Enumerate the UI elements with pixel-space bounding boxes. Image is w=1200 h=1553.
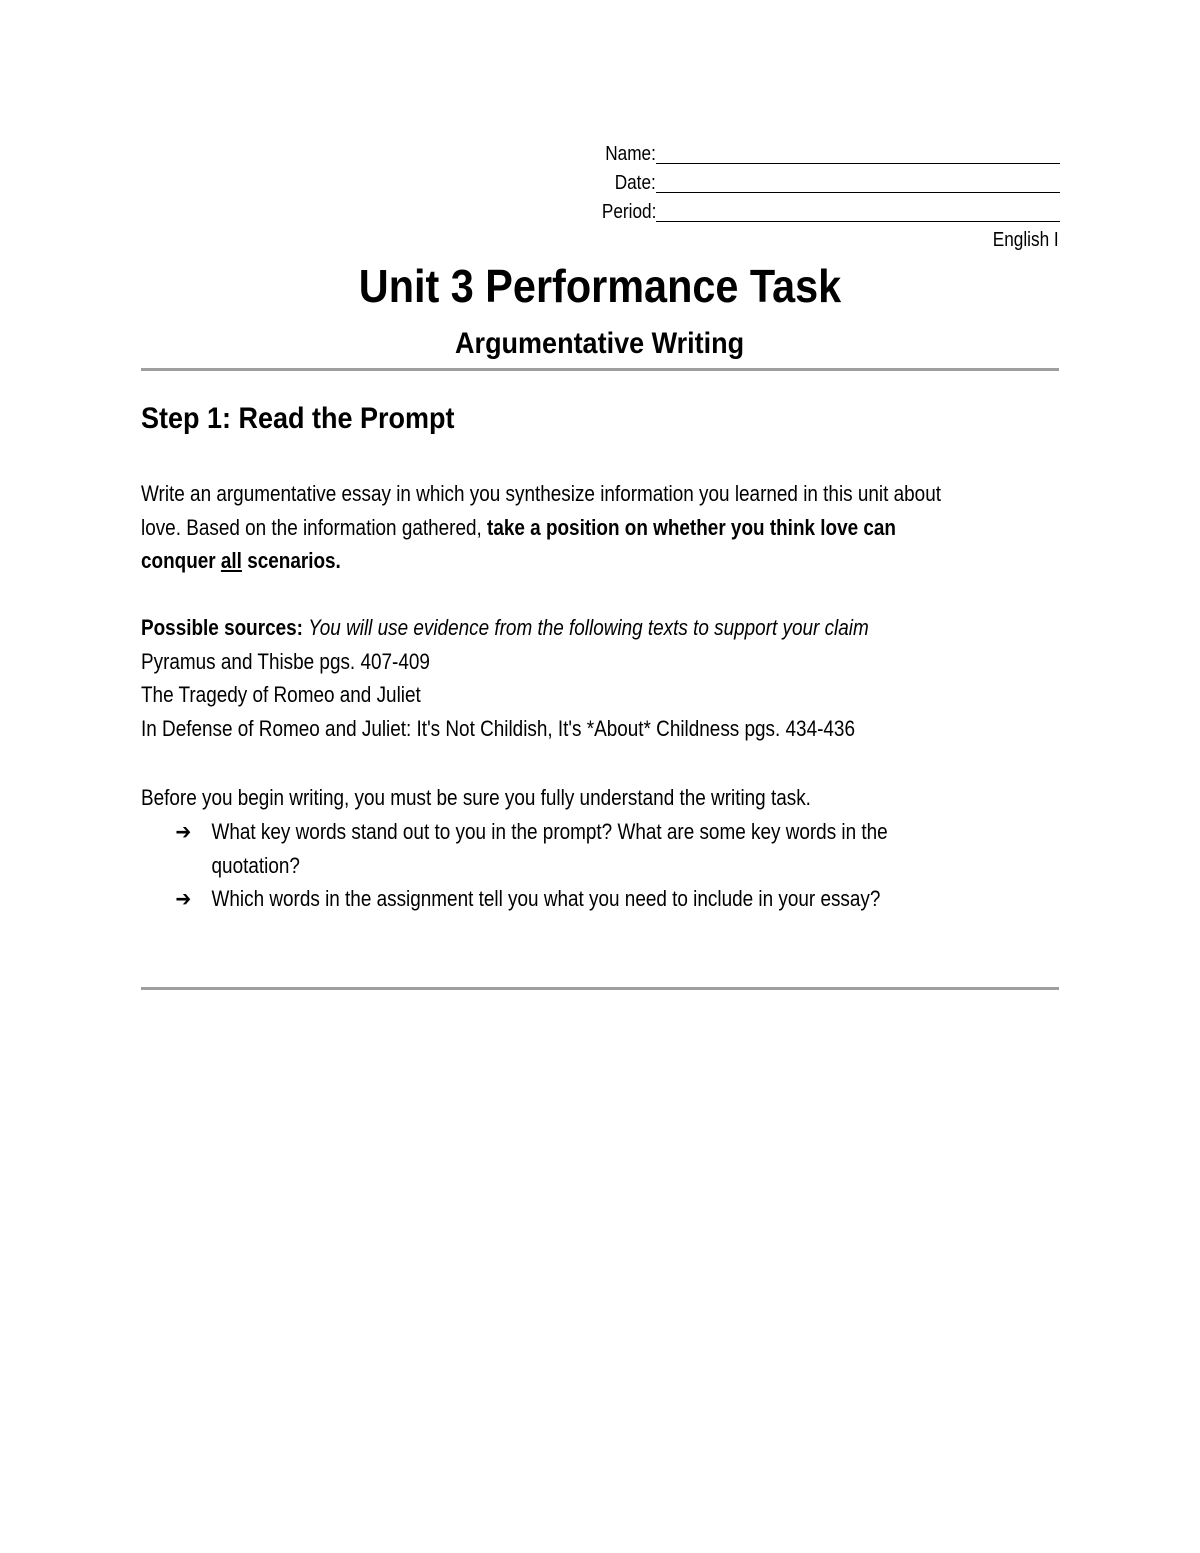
before-writing-text: Before you begin writing, you must be sure you fully understand the writing task. bbox=[141, 785, 811, 810]
prompt-paragraph bbox=[141, 477, 1001, 578]
prompt-line-2-plain: love. Based on the information gathered, bbox=[141, 514, 488, 540]
sources-block bbox=[141, 611, 1001, 745]
name-line[interactable] bbox=[656, 163, 1060, 164]
arrow-bullet-icon: ➔ bbox=[175, 819, 192, 844]
prompt-line-1: Write an argumentative essay in which you synthesize information you learned in this unit about bbox=[141, 481, 941, 506]
page-subtitle bbox=[0, 326, 1200, 362]
period-line[interactable] bbox=[656, 221, 1060, 222]
question-line: Which words in the assignment tell you what you need to include in your essay? bbox=[211, 886, 881, 911]
sources-label: Possible sources: bbox=[141, 615, 309, 640]
course-label: English I bbox=[993, 229, 1059, 251]
prompt-line-3-bold-b: scenarios. bbox=[241, 548, 341, 573]
question-list bbox=[141, 815, 1001, 916]
prompt-line-2-bold: take a position on whether you think love can bbox=[487, 514, 896, 540]
name-label: Name: bbox=[605, 143, 656, 165]
step1-heading: Step 1: Read the Prompt bbox=[141, 402, 455, 435]
page-title bbox=[0, 258, 1200, 314]
prompt-line-3 bbox=[141, 544, 1001, 578]
sources-intro bbox=[141, 611, 1001, 645]
sources-instruction: You will use evidence from the following texts to support your claim bbox=[308, 615, 869, 640]
question-item bbox=[141, 882, 1001, 916]
question-line: What key words stand out to you in the prompt? What are some key words in the bbox=[211, 819, 888, 844]
question-item bbox=[141, 815, 1001, 882]
period-field[interactable] bbox=[560, 200, 1060, 224]
top-divider bbox=[141, 368, 1059, 371]
date-field[interactable] bbox=[560, 171, 1060, 195]
question-line: quotation? bbox=[211, 852, 300, 878]
date-label: Date: bbox=[614, 172, 656, 194]
period-label: Period: bbox=[601, 201, 656, 223]
page-title-text: Unit 3 Performance Task bbox=[358, 260, 842, 312]
source-item: Pyramus and Thisbe pgs. 407-409 bbox=[141, 648, 430, 674]
arrow-bullet-icon: ➔ bbox=[175, 886, 192, 911]
source-item: In Defense of Romeo and Juliet: It's Not Childish, It's *About* Childness pgs. 434-436 bbox=[141, 715, 855, 741]
name-field[interactable] bbox=[560, 142, 1060, 166]
page-subtitle-text: Argumentative Writing bbox=[455, 327, 745, 360]
prompt-line-3-bold-a: conquer bbox=[141, 548, 221, 573]
prompt-line-2 bbox=[141, 511, 1001, 545]
date-line[interactable] bbox=[656, 192, 1060, 193]
bottom-divider bbox=[141, 987, 1059, 990]
prompt-underlined-word: all bbox=[220, 548, 242, 573]
source-item: The Tragedy of Romeo and Juliet bbox=[141, 682, 421, 707]
